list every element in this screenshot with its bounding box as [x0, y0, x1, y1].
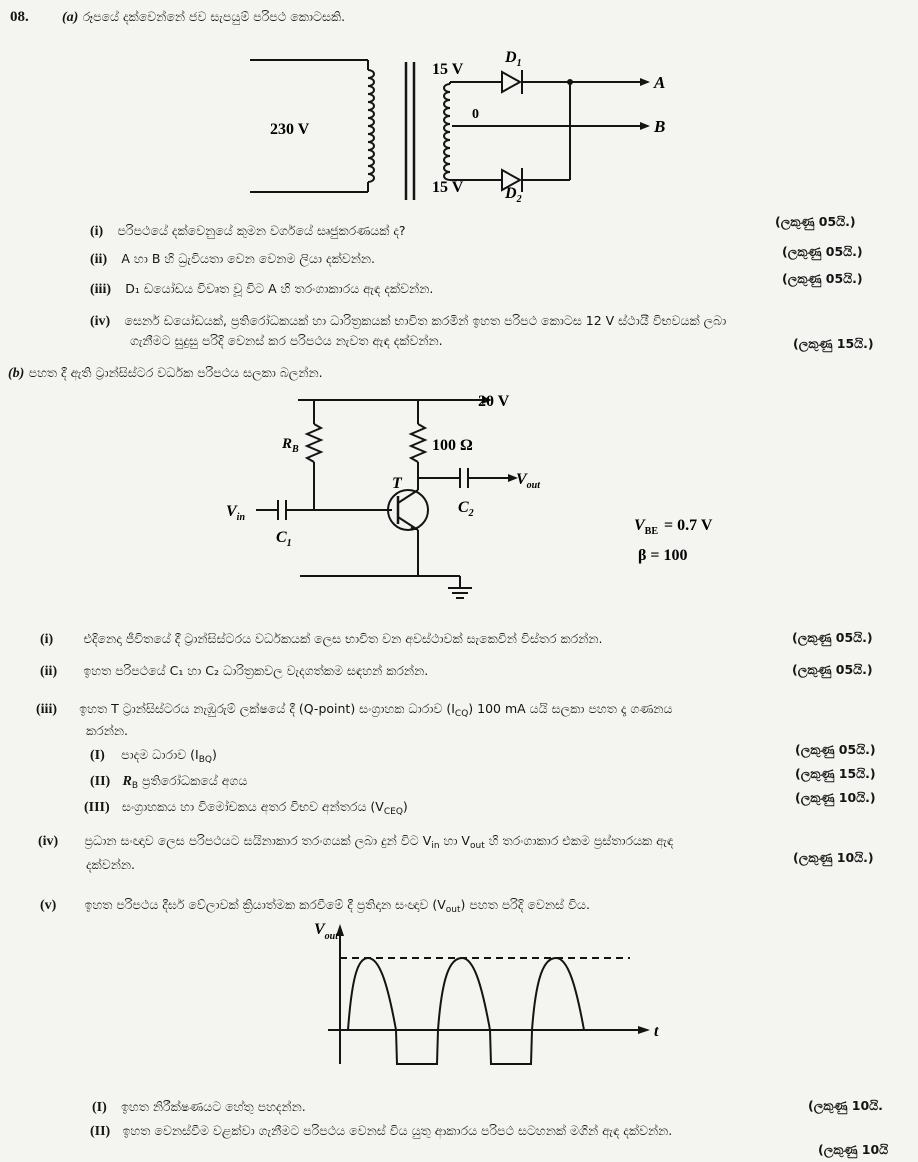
part-b-item-iii: (iii) ඉහත T ට්‍රාන්සිස්ටරය නැඹුරුම් ලක්ෂයේ දී (Q-point) සංග්‍රාහක ධාරාව $(I_{CQ})$ 100 mA යයි සලකා පහත දෑ ගණනය	[36, 701, 673, 719]
diode2-label: $D_2$	[505, 185, 522, 205]
part-a-item-iii-marks: (ලකුණු 05යි.)	[782, 271, 863, 286]
part-a-item-i-marks: (ලකුණු 05යි.)	[775, 214, 856, 229]
part-a-item-iii: (iii) D₁ ඩයෝඩය විවෘත වූ විට A හි තරංගාකාරය ඇඳ දක්වන්න.	[90, 281, 434, 297]
part-b-label: (b)	[8, 366, 25, 381]
part-b-item-iv: (iv) ප්‍රධාන සංඥාව ලෙස පරිපථයට සයිනාකාර තරංගයක් ලබා දුන් විට $V_{in}$ හා $V_{out}$ හි තරංගාකාර එකම ප්‍රස්තාරයක ඇඳ	[38, 833, 674, 851]
transistor-label: T	[392, 475, 402, 492]
graph-y-label: $V_{out}$	[314, 921, 339, 942]
part-a-item-iv-line2: ගැනීමට සුදුසු පරිදි වෙනස් කර පරිපථය නැවත ඇඳ දක්වන්න.	[130, 333, 443, 348]
diode1-label: $D_1$	[505, 49, 522, 69]
transistor-parameters	[632, 512, 762, 572]
part-b-iii-sub-I-marks: (ලකුණු 05යි.)	[795, 742, 876, 757]
part-a-heading	[62, 8, 345, 27]
rc-label: 100 Ω	[432, 437, 473, 454]
c1-label: $C_1$	[276, 529, 292, 549]
terminal-b-label: B	[654, 117, 666, 136]
part-b-v-sub-I-marks: (ලකුණු 10යි.	[808, 1098, 883, 1113]
top-voltage-label: 15 V	[432, 61, 464, 78]
part-b-iii-sub-III-marks: (ලකුණු 10යි.)	[795, 790, 876, 805]
part-b-item-v: (v) ඉහත පරිපථය දීර්ඝ වේලාවක් ක්‍රියාත්මක කරවීමේ දී ප්‍රතිදාන සංඥාව $(V_{out})$ පහත පරිදි වෙනස් විය.	[40, 897, 590, 915]
part-b-iii-sub-II: (II) $R_B$ ප්‍රතිරෝධකයේ අගය	[90, 773, 248, 791]
supply-voltage-label: 20 V	[478, 393, 510, 410]
part-b-item-i: (i) එදිනෙදා ජීවිතයේ දී ට්‍රාන්සිස්ටරය වර්ධකයක් ලෙස භාවිත වන අවස්ථාවක් සැකෙවින් විස්තර කරන්න.	[40, 631, 603, 647]
rectifier-circuit-diagram	[240, 40, 680, 210]
clipped-output-waveform	[300, 916, 670, 1076]
part-b-v-sub-I: (I) ඉහත නිරීක්ෂණයට හේතු පහදන්න.	[92, 1099, 306, 1115]
part-b-v-sub-II: (II) ඉහත වෙනස්වීම වළක්වා ගැනීමට පරිපථය වෙනස් විය යුතු ආකාරය පරිපථ සටහනක් මගින් ඇඳ දක්වන්න.	[90, 1123, 673, 1139]
part-b-item-i-marks: (ලකුණු 05යි.)	[792, 630, 873, 645]
vbe-label: $V_{BE} = 0.7$ V	[634, 517, 713, 537]
part-b-iii-sub-I: (I) පාදම ධාරාව $(I_{BQ})$	[90, 747, 217, 765]
beta-label: β = 100	[638, 547, 688, 564]
vin-label: $V_{in}$	[226, 503, 246, 523]
question-number: 08.	[10, 9, 29, 25]
terminal-a-label: A	[654, 73, 666, 92]
part-b-heading	[8, 364, 323, 383]
vout-label: $V_{out}$	[516, 471, 541, 491]
part-a-item-iv: (iv) සෙනර් ඩයෝඩයක්, ප්‍රතිරෝධකයක් හා ධාරිත්‍රකයක් භාවිත කරමින් ඉහත පරිපථ කොටස 12 V ස්ථායී විභවයක් ලබා	[90, 313, 727, 329]
part-b-item-iv-line2: දක්වන්න.	[86, 857, 135, 872]
part-b-intro: පහත දී ඇති ට්‍රාන්සිස්ටර වර්ධක පරිපථය සලකා බලන්න.	[28, 365, 323, 380]
graph-x-label: t	[654, 1023, 659, 1040]
part-a-label: (a)	[62, 10, 79, 25]
bottom-voltage-label: 15 V	[432, 179, 464, 196]
part-b-item-ii: (ii) ඉහත පරිපථයේ C₁ හා C₂ ධාරිත්‍රකවල වැදගත්කම සඳහන් කරන්න.	[40, 663, 429, 679]
part-b-item-iv-marks: (ලකුණු 10යි.)	[793, 850, 874, 865]
part-a-intro: රූපයේ දක්වෙන්නේ ජව සැපයුම් පරිපථ කොටසකි.	[82, 9, 346, 24]
primary-voltage-label: 230 V	[270, 121, 310, 138]
part-b-item-iii-line2: කරන්න.	[86, 723, 128, 738]
part-a-item-iv-marks: (ලකුණු 15යි.)	[793, 336, 874, 351]
part-b-iii-sub-III: (III) සංග්‍රාහකය හා විමෝචකය අතර විභව අන්තරය $(V_{CEQ})$	[84, 799, 408, 817]
part-b-iii-sub-II-marks: (ලකුණු 15යි.)	[795, 766, 876, 781]
rb-label: $R_B$	[282, 436, 299, 455]
transistor-amplifier-diagram	[220, 388, 560, 618]
part-a-item-ii-marks: (ලකුණු 05යි.)	[782, 244, 863, 259]
part-b-v-sub-II-marks: (ලකුණු 10යි	[818, 1142, 889, 1157]
part-b-item-ii-marks: (ලකුණු 05යි.)	[792, 662, 873, 677]
part-a-item-ii: (ii) A හා B හි ධ්‍රැවියතා වෙන වෙනම ලියා දක්වන්න.	[90, 251, 375, 267]
part-a-item-i: (i) පරිපථයේ දක්වෙනුයේ කුමන වර්ගයේ සෘජුකරණයක් ද?	[90, 223, 406, 239]
c2-label: $C_2$	[458, 499, 474, 519]
center-tap-label: 0	[472, 107, 479, 122]
